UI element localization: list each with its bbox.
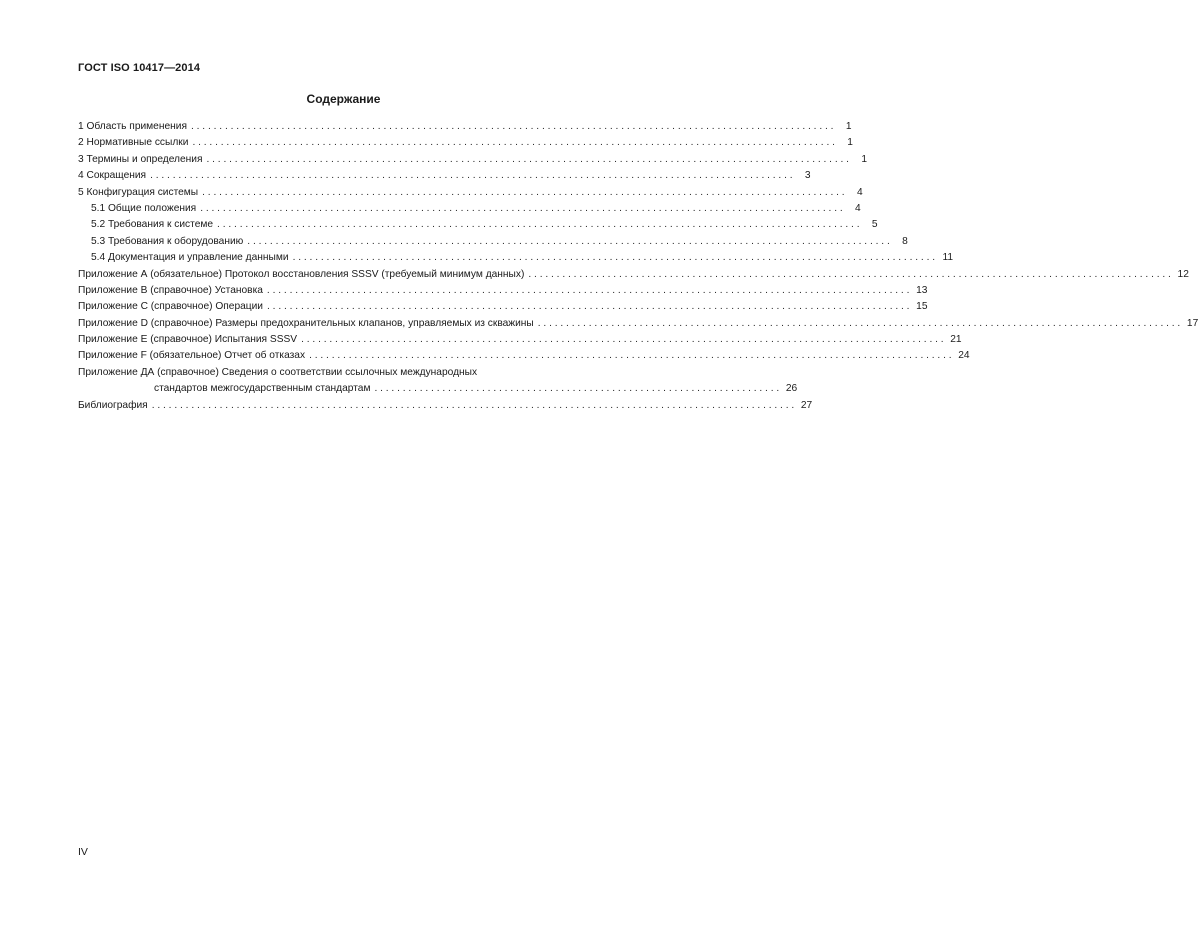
toc-entry-label: Приложение С (справочное) Операции (78, 301, 263, 313)
toc-entry-label: 5.2 Требования к системе (91, 219, 214, 231)
dot-leader (528, 267, 1171, 283)
dot-leader (192, 135, 835, 151)
toc-entry-5-1[interactable] (78, 201, 861, 217)
dot-leader (374, 381, 779, 397)
dot-leader (191, 119, 834, 135)
toc-entry-label: Приложение D (справочное) Размеры предохранительных клапанов, управляемых из скважины (78, 317, 534, 329)
toc-entry-label: 5.1 Общие положения (91, 202, 197, 214)
toc-entry-page: 17 (1186, 317, 1198, 329)
dot-leader (267, 299, 910, 315)
toc-entry-4[interactable] (78, 168, 811, 184)
toc-entry-appendix-a[interactable] (78, 267, 1189, 283)
toc-entry-bibliography[interactable] (78, 398, 813, 414)
dot-leader (202, 185, 845, 201)
toc-entry-page: 3 (804, 170, 811, 182)
toc-entry-page: 1 (861, 153, 867, 165)
toc-entry-label: Приложение А (обязательное) Протокол восстановления SSSV (требуемый минимум данных) (78, 268, 525, 280)
toc-entry-1[interactable] (78, 119, 852, 135)
toc-entry-5-2[interactable] (78, 217, 878, 233)
toc-entry-appendix-b[interactable] (78, 283, 928, 299)
page-title: Содержание (306, 92, 381, 106)
toc-entry-3[interactable] (78, 152, 867, 168)
toc-entry-page: 13 (916, 284, 928, 296)
toc-entry-page: 5 (871, 219, 878, 231)
toc-entry-page: 1 (845, 121, 852, 132)
toc-entry-appendix-c[interactable] (78, 299, 928, 315)
toc-entry-label: 5.3 Требования к оборудованию (91, 235, 244, 247)
toc-entry-label: Приложение В (справочное) Установка (78, 284, 263, 296)
dot-leader (200, 201, 843, 217)
toc-entry-label: 5.4 Документация и управление данными (91, 252, 289, 264)
toc-entry-appendix-da[interactable] (78, 365, 798, 398)
toc-entry-appendix-e[interactable] (78, 332, 962, 348)
toc-entry-page: 4 (856, 186, 863, 198)
dot-leader (247, 234, 890, 250)
toc-entry-2[interactable] (78, 135, 853, 151)
toc-entry-label: 2 Нормативные ссылки (78, 137, 189, 149)
toc-entry-page: 26 (785, 383, 798, 395)
dot-leader (150, 168, 793, 184)
toc-entry-label-line1: Приложение ДА (справочное) Сведения о соответствии ссылочных международных (78, 366, 478, 378)
toc-entry-5[interactable] (78, 185, 863, 201)
document-code: ГОСТ ISO 10417—2014 (78, 62, 201, 74)
dot-leader (152, 398, 795, 414)
toc-entry-page: 11 (942, 252, 954, 264)
dot-leader (301, 332, 944, 348)
toc-entry-appendix-d[interactable] (78, 316, 1198, 332)
toc-entry-5-4[interactable] (78, 250, 954, 266)
toc-entry-label: Библиография (78, 399, 148, 411)
toc-entry-page: 21 (950, 334, 962, 346)
dot-leader (267, 283, 910, 299)
dot-leader (309, 348, 952, 364)
table-of-contents (78, 119, 1198, 414)
toc-entry-label: 5 Конфигурация системы (78, 186, 199, 198)
toc-entry-label: 1 Область применения (78, 121, 187, 132)
toc-entry-page: 12 (1177, 268, 1189, 280)
dot-leader (206, 152, 849, 168)
dot-leader (293, 250, 936, 266)
toc-entry-label: Приложение F (обязательное) Отчет об отказах (78, 350, 306, 362)
dot-leader (538, 316, 1181, 332)
toc-entry-page: 4 (855, 202, 861, 214)
toc-entry-label-line2: стандартов межгосударственным стандартам (154, 383, 371, 395)
toc-entry-page: 1 (847, 137, 853, 149)
toc-entry-page: 27 (800, 399, 813, 411)
toc-entry-page: 15 (916, 301, 928, 313)
dot-leader (217, 217, 860, 233)
toc-entry-appendix-f[interactable] (78, 348, 970, 364)
toc-entry-page: 8 (902, 235, 908, 247)
page-number: IV (78, 846, 88, 858)
toc-entry-5-3[interactable] (78, 234, 908, 250)
toc-entry-label: 4 Сокращения (78, 170, 147, 182)
toc-entry-page: 24 (958, 350, 970, 362)
toc-entry-label: Приложение Е (справочное) Испытания SSSV (78, 334, 298, 346)
toc-entry-label: 3 Термины и определения (78, 153, 203, 165)
